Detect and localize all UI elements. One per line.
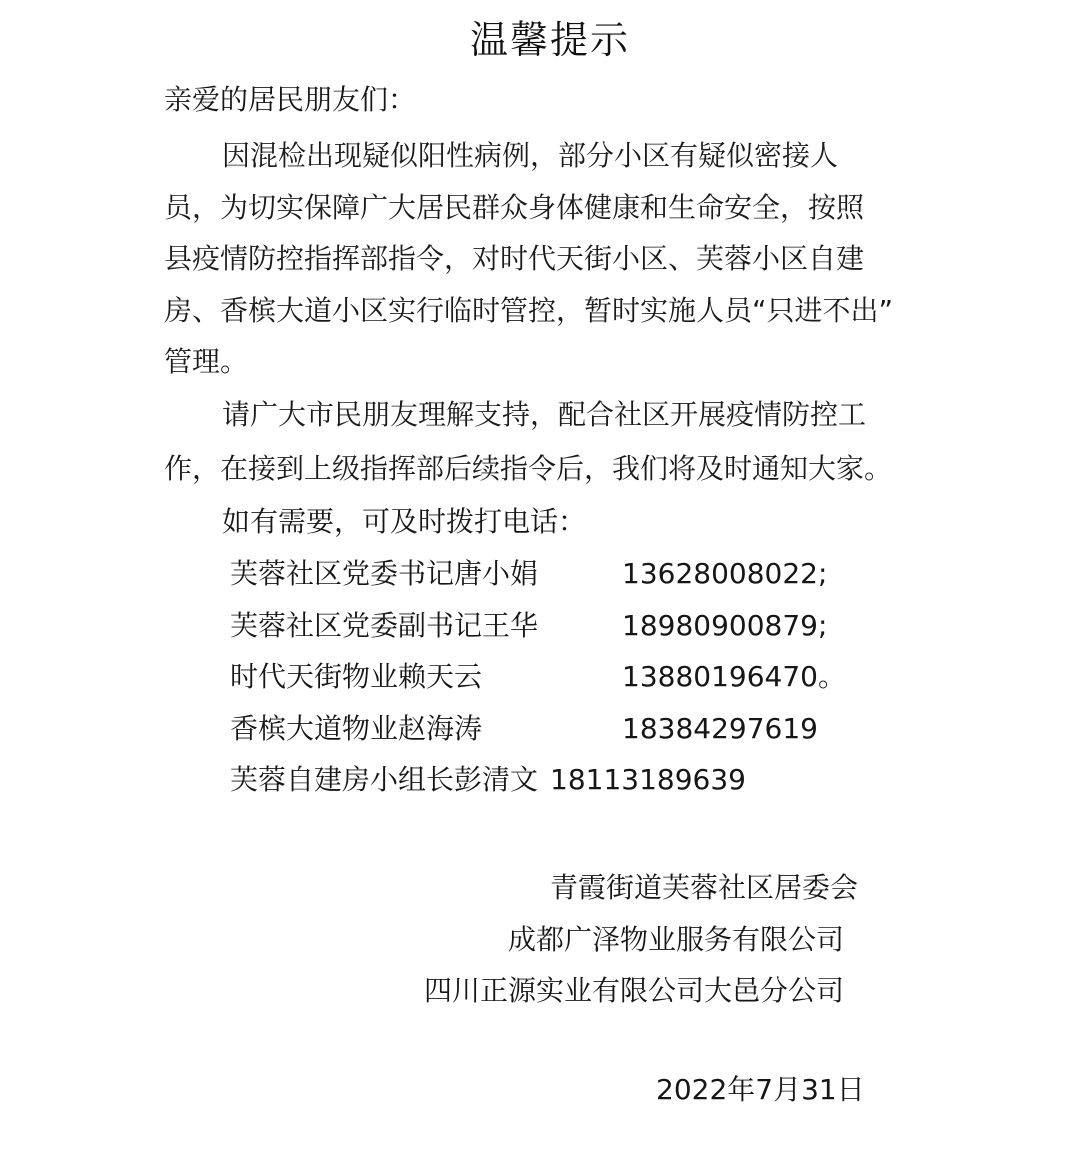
signer-organization: 成都广泽物业服务有限公司 bbox=[507, 922, 844, 956]
contact-row bbox=[230, 604, 850, 656]
contact-row bbox=[230, 707, 850, 759]
contact-phone[interactable]: 18384297619 bbox=[622, 711, 818, 745]
paragraph-line: 因混检出现疑似阳性病例，部分小区有疑似密接人 bbox=[222, 139, 839, 172]
notice-title: 温馨提示 bbox=[469, 18, 630, 62]
contact-phone[interactable]: 18980900879; bbox=[622, 608, 828, 642]
contact-phone[interactable]: 13880196470。 bbox=[622, 660, 846, 693]
contact-list bbox=[230, 552, 850, 810]
contact-name: 芙蓉社区党委副书记王华 bbox=[230, 608, 539, 642]
contact-name: 香槟大道物业赵海涛 bbox=[230, 711, 483, 745]
contact-phone[interactable]: 13628008022; bbox=[622, 557, 828, 590]
contact-phone[interactable]: 18113189639 bbox=[550, 763, 746, 796]
notice-date: 2022年7月31日 bbox=[656, 1073, 865, 1106]
contact-row bbox=[230, 655, 850, 707]
contact-row bbox=[230, 552, 850, 604]
contact-row bbox=[230, 758, 850, 810]
paragraph-line: 请广大市民朋友理解支持，配合社区开展疫情防控工 bbox=[222, 398, 867, 431]
hotline-intro: 如有需要，可及时拨打电话： bbox=[222, 505, 587, 538]
greeting: 亲爱的居民朋友们： bbox=[164, 83, 417, 116]
paragraph-line: 县疫情防控指挥部指令，对时代天街小区、芙蓉小区自建 bbox=[164, 242, 865, 275]
contact-name: 芙蓉社区党委书记唐小娟 bbox=[230, 557, 539, 590]
paragraph-line: 管理。 bbox=[164, 345, 249, 378]
signature-block bbox=[424, 862, 858, 1017]
signer-organization: 四川正源实业有限公司大邑分公司 bbox=[423, 974, 844, 1007]
paragraph-cooperation-request bbox=[164, 388, 924, 496]
paragraph-line: 员，为切实保障广大居民群众身体健康和生命安全，按照 bbox=[164, 190, 865, 224]
signer-organization: 青霞街道芙蓉社区居委会 bbox=[549, 871, 858, 904]
paragraph-line: 作，在接到上级指挥部后续指令后，我们将及时通知大家。 bbox=[164, 452, 893, 485]
paragraph-lockdown-notice bbox=[164, 130, 904, 388]
contact-name: 时代天街物业赖天云 bbox=[230, 660, 483, 693]
contact-name: 芙蓉自建房小组长彭清文 bbox=[230, 763, 539, 796]
paragraph-line: 房、香槟大道小区实行临时管控，暂时实施人员“只进不出” bbox=[164, 293, 894, 327]
